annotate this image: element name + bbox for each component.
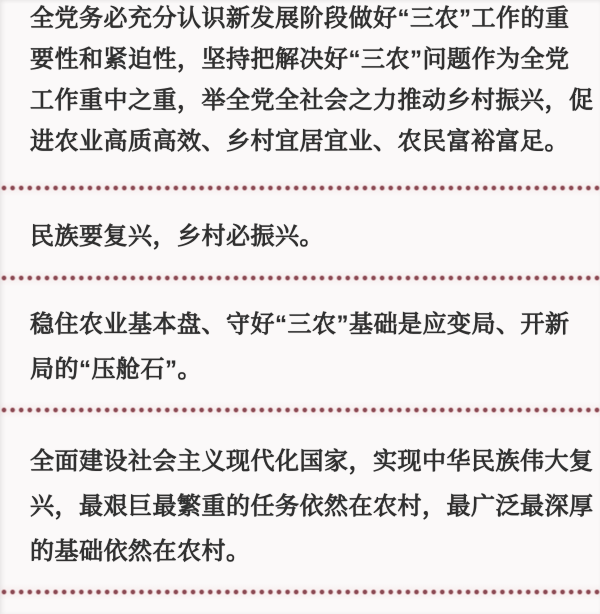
dotted-divider-2: [0, 274, 600, 282]
text-line: 全党务必充分认识新发展阶段做好“三农”工作的重: [30, 5, 570, 32]
quote-paragraph-2: [30, 222, 584, 252]
dotted-divider-4: [0, 588, 600, 596]
text-line: 进农业高质高效、乡村宜居宜业、农民富裕富足。: [30, 128, 569, 155]
text-line: 全面建设社会主义现代化国家，实现中华民族伟大复: [30, 448, 594, 475]
text-line: 要性和紧迫性，坚持把解决好“三农”问题作为全党: [30, 46, 570, 73]
quote-paragraph-4: [30, 439, 594, 574]
dotted-divider-1: [0, 184, 600, 192]
text-line: 兴，最艰巨最繁重的任务依然在农村，最广泛最深厚: [30, 493, 594, 520]
text-line: 局的“压舱石”。: [30, 356, 202, 383]
quote-paragraph-3: [30, 302, 584, 392]
text-line: 民族要复兴，乡村必振兴。: [30, 223, 324, 250]
quote-paragraph-1: [30, 0, 594, 162]
text-line: 工作重中之重，举全党全社会之力推动乡村振兴，促: [30, 87, 594, 114]
dotted-divider-3: [0, 406, 600, 414]
text-line: 的基础依然在农村。: [30, 538, 251, 565]
text-line: 稳住农业基本盘、守好“三农”基础是应变局、开新: [30, 311, 570, 338]
